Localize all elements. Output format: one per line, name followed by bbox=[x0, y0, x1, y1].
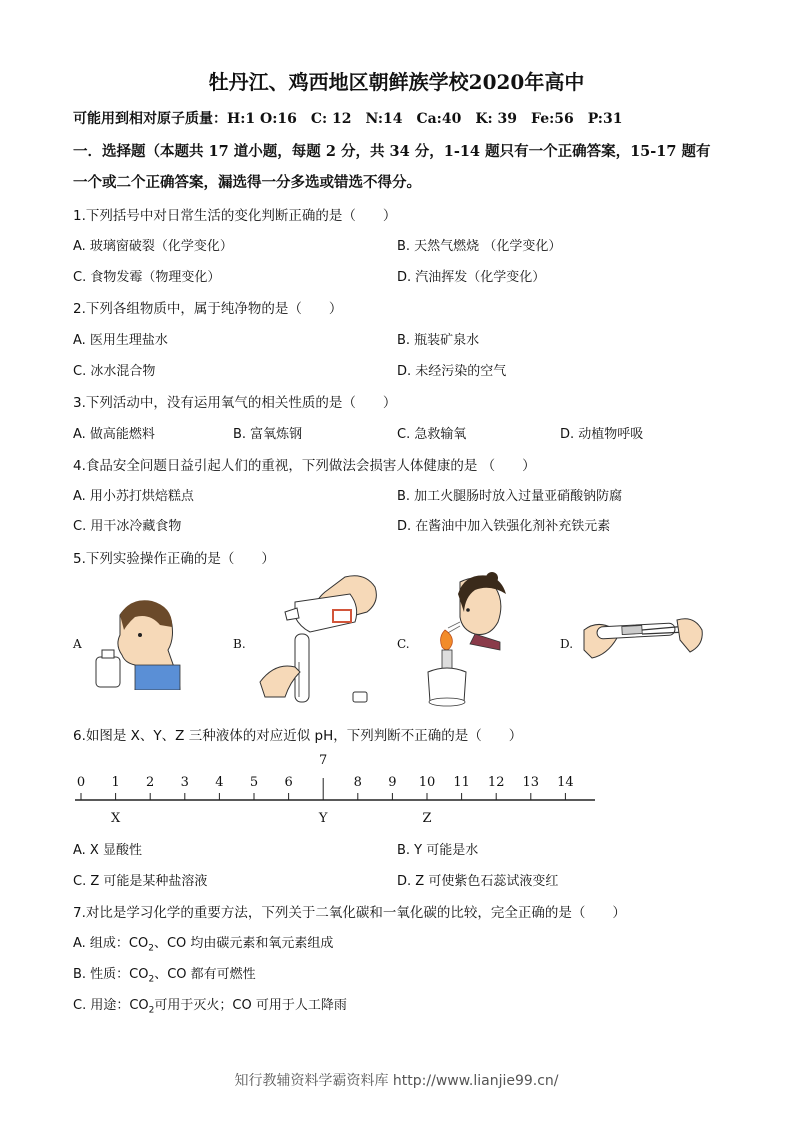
ph-tick-label-7: 7 bbox=[319, 753, 328, 768]
question-2-option-d: D. 未经污染的空气 bbox=[397, 364, 507, 379]
question-3-option-a: A. 做高能燃料 bbox=[73, 427, 155, 442]
pouring-liquid-illustration bbox=[255, 572, 385, 711]
question-3-option-c: C. 急救输氧 bbox=[397, 427, 467, 442]
question-6-option-b: B. Y 可能是水 bbox=[397, 843, 479, 858]
ph-tick-label-6: 6 bbox=[284, 775, 293, 790]
question-7-stem: 7.对比是学习化学的重要方法，下列关于二氧化碳和一氧化碳的比较，完全正确的是（ ） bbox=[73, 905, 626, 921]
question-5-option-b-label: B. bbox=[233, 637, 246, 651]
question-5-option-a-label: A bbox=[73, 637, 82, 651]
ph-tick-label-12: 12 bbox=[487, 775, 505, 790]
ph-tick-label-2: 2 bbox=[146, 775, 155, 790]
section-instructions-line2: 一个或二个正确答案，漏选得一分多选或错选不得分。 bbox=[73, 174, 421, 191]
question-4-option-a: A. 用小苏打烘焙糕点 bbox=[73, 489, 194, 504]
question-5-option-d-label: D. bbox=[560, 637, 574, 651]
question-2-option-b: B. 瓶装矿泉水 bbox=[397, 333, 480, 348]
question-7-option-a: A. 组成：$CO_2$、CO 均由碳元素和氧元素组成 bbox=[73, 936, 334, 954]
question-7-option-c: C. 用途：$CO_2$可用于灭火；CO 可用于人工降雨 bbox=[73, 998, 347, 1016]
ph-point-z: Z bbox=[422, 811, 432, 826]
ph-tick-label-9: 9 bbox=[388, 775, 397, 790]
question-7-option-b: B. 性质：$CO_2$、CO 都有可燃性 bbox=[73, 967, 256, 985]
question-2-option-a: A. 医用生理盐水 bbox=[73, 333, 168, 348]
ph-tick-label-10: 10 bbox=[418, 775, 436, 790]
question-3-option-b: B. 富氧炼钢 bbox=[233, 427, 303, 442]
question-4-stem: 4.食品安全问题日益引起人们的重视，下列做法会损害人体健康的是 （ ） bbox=[73, 458, 536, 474]
ph-tick-label-3: 3 bbox=[180, 775, 189, 790]
question-4-option-c: C. 用干冰冷藏食物 bbox=[73, 519, 182, 534]
question-5-option-c-label: C. bbox=[397, 637, 410, 651]
ph-tick-label-11: 11 bbox=[453, 775, 470, 790]
ph-point-y: Y bbox=[318, 811, 328, 826]
question-6-stem: 6.如图是 X、Y、Z 三种液体的对应近似 pH，下列判断不正确的是（ ） bbox=[73, 728, 523, 744]
ph-tick-label-8: 8 bbox=[353, 775, 362, 790]
question-2-option-c: C. 冰水混合物 bbox=[73, 364, 156, 379]
ph-scale-diagram bbox=[73, 750, 603, 832]
question-6-option-c: C. Z 可能是某种盐溶液 bbox=[73, 874, 208, 889]
ph-tick-label-0: 0 bbox=[76, 775, 86, 790]
ph-tick-label-4: 4 bbox=[215, 775, 224, 790]
question-4-option-d: D. 在酱油中加入铁强化剂补充铁元素 bbox=[397, 519, 611, 534]
ph-tick-label-1: 1 bbox=[111, 775, 120, 790]
blowing-out-lamp-illustration bbox=[420, 572, 510, 711]
heating-test-tube-illustration bbox=[582, 610, 707, 679]
question-6-option-a: A. X 显酸性 bbox=[73, 843, 142, 858]
question-1-option-b: B. 天然气燃烧 （化学变化） bbox=[397, 239, 562, 254]
atomic-masses: 可能用到相对原子质量：H:1 O:16 C: 12 N:14 Ca:40 K: 39 Fe:56 P:31 bbox=[73, 111, 623, 127]
question-1-option-c: C. 食物发霉（物理变化） bbox=[73, 270, 221, 285]
page-title: 牡丹江、鸡西地区朝鲜族学校2020年高中 bbox=[208, 70, 585, 94]
question-3-stem: 3.下列活动中，没有运用氧气的相关性质的是（ ） bbox=[73, 395, 397, 411]
ph-tick-label-14: 14 bbox=[557, 775, 574, 790]
question-4-option-b: B. 加工火腿肠时放入过量亚硝酸钠防腐 bbox=[397, 489, 623, 504]
question-3-option-d: D. 动植物呼吸 bbox=[560, 427, 644, 442]
question-1-stem: 1.下列括号中对日常生活的变化判断正确的是（ ） bbox=[73, 208, 397, 224]
ph-point-x: X bbox=[110, 811, 121, 826]
ph-tick-label-13: 13 bbox=[522, 775, 540, 790]
smelling-bottle-illustration bbox=[80, 595, 190, 694]
footer-watermark: 知行教辅资料学霸资料库 http://www.lianjie99.cn/ bbox=[234, 1073, 559, 1089]
section-instructions-line1: 一．选择题（本题共 17 道小题，每题 2 分，共 34 分，1-14 题只有一个正确答案，15-17 题有 bbox=[73, 143, 711, 160]
question-1-option-a: A. 玻璃窗破裂（化学变化） bbox=[73, 239, 233, 254]
question-6-option-d: D. Z 可使紫色石蕊试液变红 bbox=[397, 874, 559, 889]
question-5-stem: 5.下列实验操作正确的是（ ） bbox=[73, 551, 275, 567]
question-2-stem: 2.下列各组物质中，属于纯净物的是（ ） bbox=[73, 301, 343, 317]
ph-tick-label-5: 5 bbox=[249, 775, 259, 790]
question-1-option-d: D. 汽油挥发（化学变化） bbox=[397, 270, 546, 285]
